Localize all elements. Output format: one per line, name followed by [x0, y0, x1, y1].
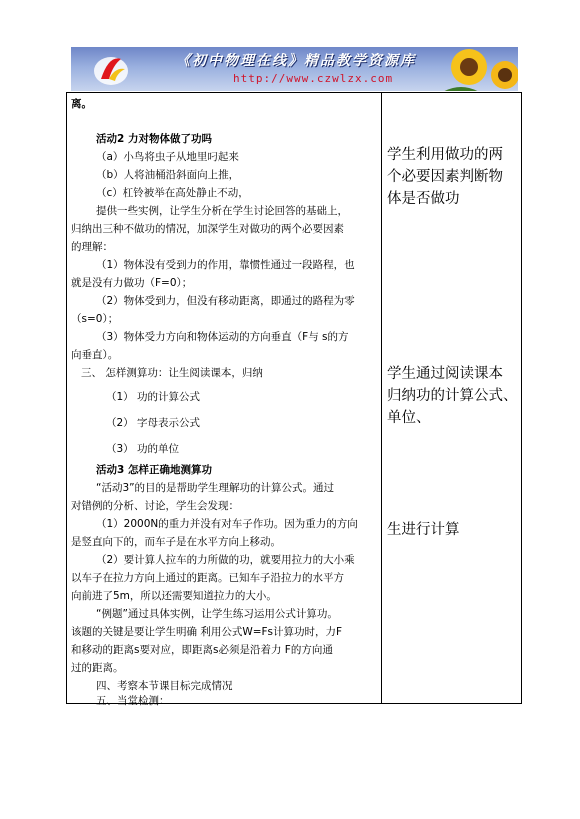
text-line: （s=0）； [71, 313, 119, 325]
section-heading: 四、考察本节课目标完成情况 [96, 680, 233, 692]
text-line: 以车子在拉力方向上通过的距离。已知车子沿拉力的水平方 [71, 572, 344, 584]
activity-heading: 活动2 力对物体做了功吗 [96, 133, 212, 145]
activity-heading: 活动3 怎样正确地测算功 [96, 464, 212, 476]
text-line: “例题”通过具体实例，让学生练习运用公式计算功。 [96, 608, 338, 620]
section-heading: 五、当堂检测： [96, 695, 170, 707]
text-line: 向垂直）。 [71, 349, 119, 361]
text-line: 和移动的距离s要对应，即距离s必须是沿着力 F的方向通 [71, 644, 333, 656]
text-line: （a）小鸟将虫子从地里叼起来 [96, 151, 239, 163]
lesson-plan-table [66, 92, 522, 707]
note-line: 学生利用做功的两 [387, 147, 503, 163]
sunflower-icon [441, 47, 518, 91]
text-line: （2）物体受到力，但没有移动距离，即通过的路程为零 [96, 295, 355, 307]
note-line: 生进行计算 [387, 522, 460, 538]
list-item: （3） 功的单位 [106, 443, 180, 455]
text-line: （b）人将油桶沿斜面向上推， [96, 169, 240, 181]
text-line: 归纳出三种不做功的情况，加深学生对做功的两个必要因素 [71, 223, 344, 235]
note-line: 归纳功的计算公式、 [387, 388, 518, 404]
text-line: 离。 [71, 98, 92, 110]
text-line: （2）要计算人拉车的力所做的功，就要用拉力的大小乘 [96, 554, 355, 566]
text-line: 就是没有力做功（F=0）； [71, 277, 193, 289]
text-line: 对错例的分析、讨论，学生会发现： [71, 500, 239, 512]
note-line: 个必要因素判断物 [387, 169, 503, 185]
text-line: （1）2000N的重力并没有对车子作功。因为重力的方向 [96, 518, 358, 530]
header-banner [71, 47, 518, 91]
site-logo-icon [91, 51, 131, 87]
text-line: （1）物体没有受到力的作用，靠惯性通过一段路程，也 [96, 259, 355, 271]
list-item: （1） 功的计算公式 [106, 391, 201, 403]
note-line: 体是否做功 [387, 191, 460, 207]
text-line: 的理解： [71, 241, 113, 253]
text-line: 是竖直向下的，而车子是在水平方向上移动。 [71, 536, 281, 548]
text-line: “活动3”的目的是帮助学生理解功的计算公式。通过 [96, 482, 335, 494]
text-line: （3）物体受力方向和物体运动的方向垂直（F与 s的方 [96, 331, 349, 343]
note-line: 单位、 [387, 410, 431, 426]
list-item: （2） 字母表示公式 [106, 417, 201, 429]
text-line: 向前进了5m，所以还需要知道拉力的大小。 [71, 590, 277, 602]
column-divider [381, 93, 382, 703]
note-line: 学生通过阅读课本 [387, 366, 503, 382]
text-line: （c）杠铃被举在高处静止不动， [96, 187, 249, 199]
banner-title: 《初中物理在线》精品教学资源库 [176, 53, 416, 69]
banner-url: http://www.czwlzx.com [233, 72, 394, 85]
text-line: 该题的关键是要让学生明确 利用公式W=Fs计算功时，力F [71, 626, 343, 638]
text-line: 过的距离。 [71, 662, 124, 674]
section-heading: 三、 怎样测算功：让生阅读课本，归纳 [81, 367, 263, 379]
text-line: 提供一些实例，让学生分析在学生讨论回答的基础上， [96, 205, 348, 217]
